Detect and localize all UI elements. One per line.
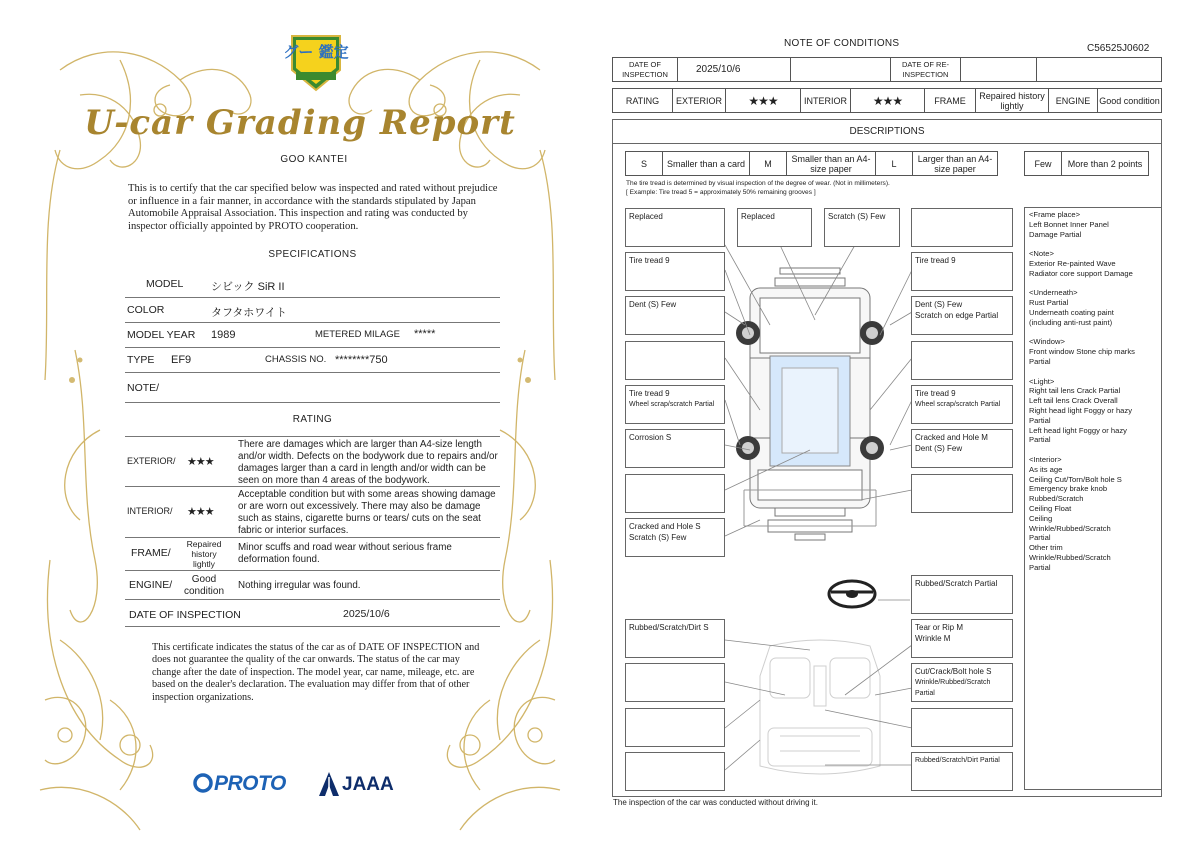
engine-rating-row — [125, 571, 500, 600]
noc-frame-label: FRAME — [924, 88, 976, 113]
tire-note-2: [ Example: Tire tread 5 = approximately 50% remaining grooves ] — [626, 189, 816, 196]
steering-box: Rubbed/Scratch Partial — [911, 575, 1013, 614]
certificate-intro: This is to certify that the car specified below was inspected and rated without prejudice or influence in a fair manner, in accordance with the standards stipulated by Japan Automobile Appraisal Association. This inspection and rating was conducted by inspector officially appointed by PROTO cooperation. — [128, 183, 498, 232]
type-label: TYPE — [127, 354, 155, 366]
noc-frame-value: Repaired history lightly — [975, 88, 1049, 113]
blank-box-right-4 — [911, 341, 1013, 380]
tire-rr-box — [911, 385, 1013, 424]
model-row — [125, 271, 500, 298]
noc-title: NOTE OF CONDITIONS — [784, 38, 900, 49]
color-row — [125, 298, 500, 323]
tear-box — [911, 619, 1013, 658]
date-label: DATE OF INSPECTION — [129, 609, 241, 621]
desc-light: <Light> Right tail lens Crack Partial Left tail lens Crack Overall Right head light Foggy or hazy Partial Left head light Foggy or hazy Partial — [1029, 376, 1132, 445]
frame-label: FRAME/ — [131, 547, 171, 559]
note-row — [125, 373, 500, 403]
dent-right-box — [911, 296, 1013, 335]
specifications-heading: SPECIFICATIONS — [268, 249, 357, 260]
exterior-label: EXTERIOR/ — [127, 456, 176, 466]
cracked-m-line-2: Dent (S) Few — [915, 444, 963, 453]
cut-box — [911, 663, 1013, 702]
frame-rating-row — [125, 538, 500, 571]
corrosion-box: Corrosion S — [625, 429, 725, 468]
frame-value: Repaired history lightly — [186, 539, 222, 569]
report-title: U-car Grading Report — [84, 103, 516, 143]
model-year-label: MODEL YEAR — [127, 329, 196, 341]
engine-value: Good condition — [183, 574, 225, 597]
cut-line-2: Wrinkle/Rubbed/Scratch Partial — [915, 679, 991, 697]
blank-int-left-3 — [625, 708, 725, 747]
date-of-reinspection-label: DATE OF RE-INSPECTION — [890, 57, 961, 82]
blank-int-left-4 — [625, 752, 725, 791]
date-blank-1 — [790, 57, 891, 82]
logo-text: グー 鑑定 — [283, 43, 349, 61]
tire-fl-box: Tire tread 9 — [625, 252, 725, 291]
interior-description: Acceptable condition but with some areas showing damage or are worn out excessively. There may also be damage such as stains, cigarette burns or tears/ cuts on the seat fabric or interior surfaces. — [238, 489, 496, 536]
dent-right-line-1: Dent (S) Few — [915, 300, 963, 309]
reinspection-blank-1 — [960, 57, 1037, 82]
date-of-inspection-label: DATE OF INSPECTION — [612, 57, 678, 82]
certificate-footer-note: This certificate indicates the status of the car as of DATE OF INSPECTION and does not guarantee the quality of the car onwards. The status of the car may change after the date of inspection. The model year, car name, mileage, etc. are based on the dealer's declaration. The evaluation may differ from that of other inspection organizations. — [152, 642, 480, 703]
blank-box-top-right — [911, 208, 1013, 247]
tire-rl-line-1: Tire tread 9 — [629, 389, 670, 398]
model-value: シビック SiR II — [211, 281, 285, 293]
color-value: タフタホワイト — [211, 307, 287, 319]
note-of-conditions — [600, 0, 1200, 848]
desc-note: <Note> Exterior Re-painted Wave Radiator core support Damage — [1029, 249, 1133, 278]
model-year-value: 1989 — [211, 329, 236, 341]
type-value: EF9 — [171, 354, 192, 366]
model-year-row — [125, 323, 500, 348]
tire-rr-line-2: Wheel scrap/scratch Partial — [915, 401, 1001, 408]
goo-kantei-logo — [283, 32, 349, 94]
noc-footer: The inspection of the car was conducted without driving it. — [613, 798, 818, 807]
metered-label: METERED MILAGE — [315, 329, 400, 340]
brand-name: GOO KANTEI — [280, 154, 348, 165]
legend-s: S — [625, 151, 663, 176]
legend-m-desc: Smaller than an A4-size paper — [786, 151, 876, 176]
blank-box-left-4 — [625, 341, 725, 380]
tear-line-2: Wrinkle M — [915, 634, 951, 643]
metered-value: ***** — [414, 328, 436, 340]
exterior-rating-row — [125, 436, 500, 487]
desc-frame-place: <Frame place> Left Bonnet Inner Panel Damage Partial — [1029, 210, 1109, 239]
cracked-s-line-1: Cracked and Hole S — [629, 522, 701, 531]
tire-rr-line-1: Tire tread 9 — [915, 389, 956, 398]
interior-stars: ★★★ — [187, 506, 214, 518]
dent-left-box: Dent (S) Few — [625, 296, 725, 335]
dent-right-line-2: Scratch on edge Partial — [915, 311, 999, 320]
noc-interior-stars: ★★★ — [850, 88, 925, 113]
blank-int-right-3 — [911, 708, 1013, 747]
noc-engine-label: ENGINE — [1048, 88, 1098, 113]
blank-int-left-2 — [625, 663, 725, 702]
tire-rl-line-2: Wheel scrap/scratch Partial — [629, 401, 715, 408]
noc-interior-label: INTERIOR — [800, 88, 851, 113]
jaaa-logo-icon — [318, 771, 340, 797]
replaced-box-2: Replaced — [737, 208, 812, 247]
noc-engine-value: Good condition — [1097, 88, 1162, 113]
type-row — [125, 348, 500, 373]
legend-s-desc: Smaller than a card — [662, 151, 750, 176]
blank-box-left-7 — [625, 474, 725, 513]
cracked-s-line-2: Scratch (S) Few — [629, 533, 687, 542]
jaaa-logo: JAAA — [342, 774, 394, 795]
legend-l: L — [875, 151, 913, 176]
desc-interior: <Interior> As its age Ceiling Cut/Torn/Bolt hole S Emergency brake knob Rubbed/Scratch Ceiling Float Ceiling Wrinkle/Rubbed/Scratch Partial Other trim Wrinkle/Rubbed/Scratch Partial — [1029, 454, 1122, 572]
rear-seat-box: Rubbed/Scratch/Dirt Partial — [911, 752, 1013, 791]
tire-rl-box — [625, 385, 725, 424]
noc-exterior-stars: ★★★ — [725, 88, 801, 113]
tire-fr-box: Tire tread 9 — [911, 252, 1013, 291]
exterior-description: There are damages which are larger than A4-size length and/or width. Defects on the bodywork due to repairs and/or damages larger than a card in length and/or width can be seen on more than 4 areas of the bodywork. — [238, 439, 498, 486]
blank-box-right-7 — [911, 474, 1013, 513]
desc-window: <Window> Front window Stone chip marks Partial — [1029, 337, 1135, 366]
engine-label: ENGINE/ — [129, 579, 173, 591]
legend-few-desc: More than 2 points — [1061, 151, 1149, 176]
frame-description: Minor scuffs and road wear without serious frame deformation found. — [238, 542, 452, 565]
desc-underneath: <Underneath> Rust Partial Underneath coating paint (including anti-rust paint) — [1029, 288, 1114, 327]
cracked-m-line-1: Cracked and Hole M — [915, 433, 988, 442]
rating-heading: RATING — [292, 414, 333, 425]
date-value: 2025/10/6 — [343, 608, 390, 620]
descriptions-heading: DESCRIPTIONS — [612, 119, 1162, 144]
cracked-m-box — [911, 429, 1013, 468]
reinspection-blank-2 — [1036, 57, 1162, 82]
scratch-few-box: Scratch (S) Few — [824, 208, 900, 247]
noc-code: C56525J0602 — [1087, 43, 1150, 54]
legend-m: M — [749, 151, 787, 176]
proto-logo-icon — [193, 772, 213, 794]
tear-line-1: Tear or Rip M — [915, 623, 964, 632]
dash-box: Rubbed/Scratch/Dirt S — [625, 619, 725, 658]
color-label: COLOR — [127, 304, 165, 316]
tire-note-1: The tire tread is determined by visual inspection of the degree of wear. (Not in millimeters). — [626, 180, 890, 187]
note-label: NOTE/ — [127, 382, 160, 394]
rating-label: RATING — [612, 88, 673, 113]
model-label: MODEL — [146, 278, 184, 290]
cut-line-1: Cut/Crack/Bolt hole S — [915, 667, 992, 676]
noc-exterior-label: EXTERIOR — [672, 88, 726, 113]
interior-rating-row — [125, 487, 500, 538]
interior-label: INTERIOR/ — [127, 506, 173, 516]
engine-description: Nothing irregular was found. — [238, 580, 361, 591]
legend-l-desc: Larger than an A4-size paper — [912, 151, 998, 176]
date-of-inspection-value: 2025/10/6 — [677, 57, 791, 82]
chassis-label: CHASSIS NO. — [265, 354, 327, 365]
chassis-value: ********750 — [335, 354, 388, 366]
exterior-stars: ★★★ — [187, 456, 214, 468]
replaced-box-1: Replaced — [625, 208, 725, 247]
date-row — [125, 600, 500, 627]
proto-logo: PROTO — [214, 772, 286, 795]
legend-few: Few — [1024, 151, 1062, 176]
condition-description-list — [1024, 207, 1162, 790]
cracked-s-box — [625, 518, 725, 557]
